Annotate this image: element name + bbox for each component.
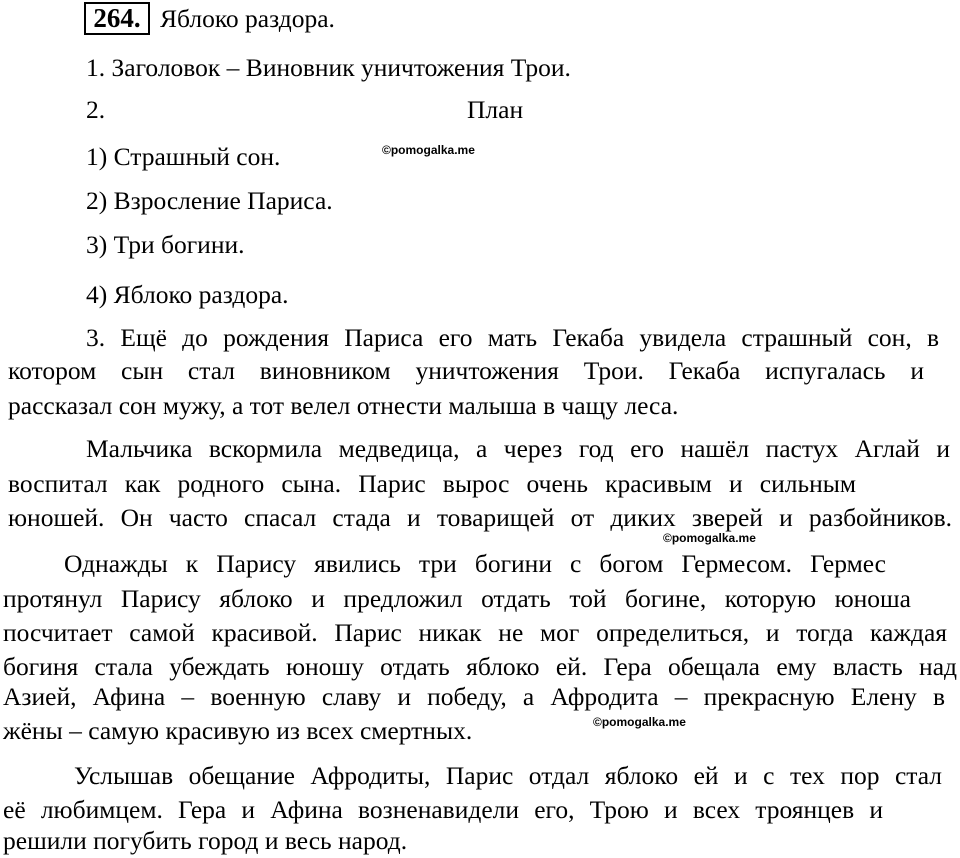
paragraph-line: протянул Парису яблоко и предложил отдать той богине, которую юноша xyxy=(3,584,911,613)
paragraph-line: котором сын стал виновником уничтожения Трои. Гекаба испугалась и xyxy=(8,356,924,385)
exercise-title: Яблоко раздора. xyxy=(160,4,335,33)
paragraph-line: Азией, Афина – военную славу и победу, а Афродита – прекрасную Елену в xyxy=(3,682,945,711)
paragraph-line: Мальчика вскормила медведица, а через год его нашёл пастух Аглай и xyxy=(86,434,950,463)
paragraph-line: Однажды к Парису явились три богини с богом Гермесом. Гермес xyxy=(64,549,886,578)
watermark: ©pomogalka.me xyxy=(663,531,756,545)
paragraph-line: богиня стала убеждать юношу отдать яблоко ей. Гера обещала ему власть над xyxy=(3,652,957,681)
plan-heading: План xyxy=(467,95,524,124)
paragraph-line: решили погубить город и весь народ. xyxy=(3,826,408,855)
item-1-title: 1. Заголовок – Виновник уничтожения Трои. xyxy=(86,53,571,82)
paragraph-line: её любимцем. Гера и Афина возненавидели его, Трою и всех троянцев и xyxy=(3,795,883,824)
paragraph-line: рассказал сон мужу, а тот велел отнести малыша в чащу леса. xyxy=(8,391,679,420)
paragraph-line: 3. Ещё до рождения Париса его мать Гекаба увидела страшный сон, в xyxy=(86,323,939,352)
paragraph-line: воспитал как родного сына. Парис вырос очень красивым и сильным xyxy=(8,469,856,498)
watermark: ©pomogalka.me xyxy=(593,715,686,729)
exercise-number: 264. xyxy=(84,2,150,35)
paragraph-line: жёны – самую красивую из всех смертных. xyxy=(3,716,473,745)
plan-item: 2) Взросление Париса. xyxy=(86,186,333,215)
plan-item: 4) Яблоко раздора. xyxy=(86,280,289,309)
paragraph-line: юношей. Он часто спасал стада и товарищей от диких зверей и разбойников. xyxy=(8,503,952,532)
plan-item: 3) Три богини. xyxy=(86,230,245,259)
item-2-number: 2. xyxy=(86,95,106,124)
paragraph-line: Услышав обещание Афродиты, Парис отдал яблоко ей и с тех пор стал xyxy=(74,761,942,790)
watermark: ©pomogalka.me xyxy=(382,143,475,157)
plan-item: 1) Страшный сон. xyxy=(86,142,281,171)
paragraph-line: посчитает самой красивой. Парис никак не мог определиться, и тогда каждая xyxy=(3,618,947,647)
